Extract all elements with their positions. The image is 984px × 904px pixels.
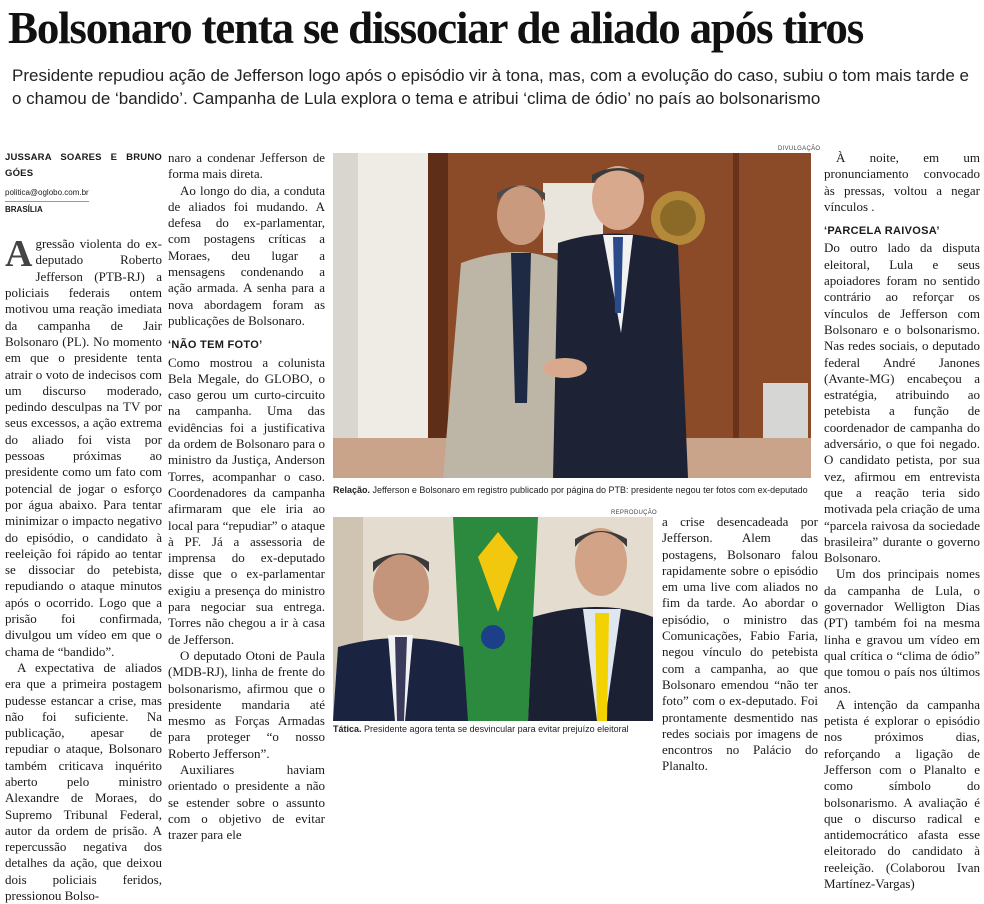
- photo-jefferson-bolsonaro: [333, 153, 811, 478]
- photo-credit: DIVULGAÇÃO: [778, 146, 821, 152]
- paragraph: À noite, em um pronunciamento convocado às pressas, voltou a negar vínculos .: [824, 150, 980, 214]
- paragraph: Ao longo do dia, a conduta de aliados foi mudando. A defesa do ex-parlamentar, com postagens críticas a Moraes, deu lugar a mensagens condenando a ação armada. A senha para a nova abordagem foram as publicações de Bolsonaro.: [168, 182, 325, 328]
- article-column-5: [824, 150, 980, 892]
- article-column-2: [168, 150, 325, 843]
- paragraph: Agressão violenta do ex-deputado Roberto Jefferson (PTB-RJ) a policiais federais ontem motivou uma reação imediata da campanha de Jair Bolsonaro (PL). No momento em que o presidente tenta atrair o voto de indecisos com um discurso moderado, pedindo desculpas na TV por seus excessos, a ação extrema do aliado foi vista por pessoas próximas ao presidente como um fato com potencial de jogar o esforço por água abaixo. Para tentar minimizar o impacto negativo do episódio, o candidato à reeleição foi rápido ao tentar se dissociar do petebista, repudiando o ataque minutos após o ocorrido. Logo que a prisão foi confirmada, divulgou um vídeo em que o chama de “bandido”.: [5, 233, 162, 659]
- article-column-4: [662, 514, 818, 775]
- photo-caption: Tática. Presidente agora tenta se desvincular para evitar prejuízo eleitoral: [333, 724, 629, 734]
- photo-meeting: [333, 517, 653, 721]
- paragraph: Do outro lado da disputa eleitoral, Lula e seus apoiadores foram no sentido contrário ao reforçar os vínculos de Jefferson com Bolsonaro e o bolsonarismo. Nas redes sociais, o deputado federal André Janones (Avante-MG) encabeçou a estratégia, atribuindo ao petebista a função de coordenador de campanha do adversário, o que foi negado. O candidato petista, por sua vez, afirmou em entrevista que a reação teria sido motivada pela criação de uma “parcela raivosa da sociedade brasileira” durante o governo Bolsonaro.: [824, 240, 980, 566]
- subhead: Presidente repudiou ação de Jefferson logo após o episódio vir à tona, mas, com a evolução do caso, subiu o tom mais tarde e o chamou de ‘bandido’. Campanha de Lula explora o tema e atribui ‘clima de ódio’ no país ao bolsonarismo: [12, 66, 969, 108]
- photo-caption: Relação. Jefferson e Bolsonaro em registro publicado por página do PTB: presidente negou ter fotos com ex-deputado: [333, 485, 808, 495]
- paragraph: Auxiliares haviam orientado o presidente a não se estender sobre o assunto com o objetivo de evitar trazer para ele: [168, 761, 325, 843]
- drop-cap: A: [5, 233, 33, 276]
- paragraph: Como mostrou a colunista Bela Megale, do GLOBO, o caso gerou um curto-circuito na campanha. Uma das evidências foi a justificativa da ordem de Bolsonaro para o ministro da Justiça, Anderson Torres, acompanhar o caso. Coordenadores da campanha afirmaram que ele iria ao local para “repudiar” o ataque à PF. Já a assessoria de imprensa do ex-deputado disse que o ex-parlamentar exigiu a presença do ministro para negociar sua entrega. Torres não chegou a ir à casa de Jefferson.: [168, 354, 325, 647]
- paragraph: A intenção da campanha petista é explorar o episódio nos próximos dias, reforçando a ligação de Jefferson com o Planalto e como símbolo do bolsonarismo. A avaliação é que o discurso radical e antidemocrático afasta esse eleitorado do candidato à reeleição. (Colaborou Ivan Martínez-Vargas): [824, 696, 980, 892]
- byline-place: BRASÍLIA: [5, 204, 43, 214]
- paragraph: naro a condenar Jefferson de forma mais direta.: [168, 150, 325, 182]
- byline-email[interactable]: politica@oglobo.com.br: [5, 185, 89, 202]
- section-subtitle: ‘PARCELA RAIVOSA’: [824, 225, 940, 238]
- paragraph: A expectativa de aliados era que a primeira postagem pudesse estancar a crise, mas não foi suficiente. Na publicação, apesar de repudiar o ataque, Bolsonaro também criticava inquérito aberto pelo ministro Alexandre de Moraes, do Supremo Tribunal Federal, autor da ordem de prisão. A repercussão negativa dos detalhes da ação, que deixou dois policiais feridos, pressionou Bolso-: [5, 659, 162, 904]
- headline: Bolsonaro tenta se dissociar de aliado após tiros: [8, 3, 864, 53]
- paragraph: a crise desencadeada por Jefferson. Alem das postagens, Bolsonaro falou rapidamente sobre o episódio em uma live com aliados no fim da tarde. Ao abordar o episódio, o ministro das Comunicações, Fabio Faria, negou vínculo do petebista com a campanha, ao que Bolsonaro emendou “não ter foto” com o ex-deputado. Foi prontamente desmentido nas redes sociais por imagens de encontros no Palácio do Planalto.: [662, 514, 818, 774]
- byline-authors: JUSSARA SOARES E BRUNO GÓES: [5, 152, 162, 180]
- article-column-1: [5, 150, 162, 904]
- paragraph: O deputado Otoni de Paula (MDB-RJ), linha de frente do bolsonarismo, afirmou que o presidente mandaria até mesmo as Forças Armadas para proteger “o nosso Roberto Jefferson”.: [168, 647, 325, 761]
- paragraph: Um dos principais nomes da campanha de Lula, o governador Welligton Dias (PT) também foi na mesma linha e gravou um vídeo em qual crítica o “clima de ódio” que tomou o país nos últimos anos.: [824, 566, 980, 696]
- section-subtitle: ‘NÃO TEM FOTO’: [168, 339, 263, 352]
- photo-credit: REPRODUÇÃO: [611, 510, 658, 516]
